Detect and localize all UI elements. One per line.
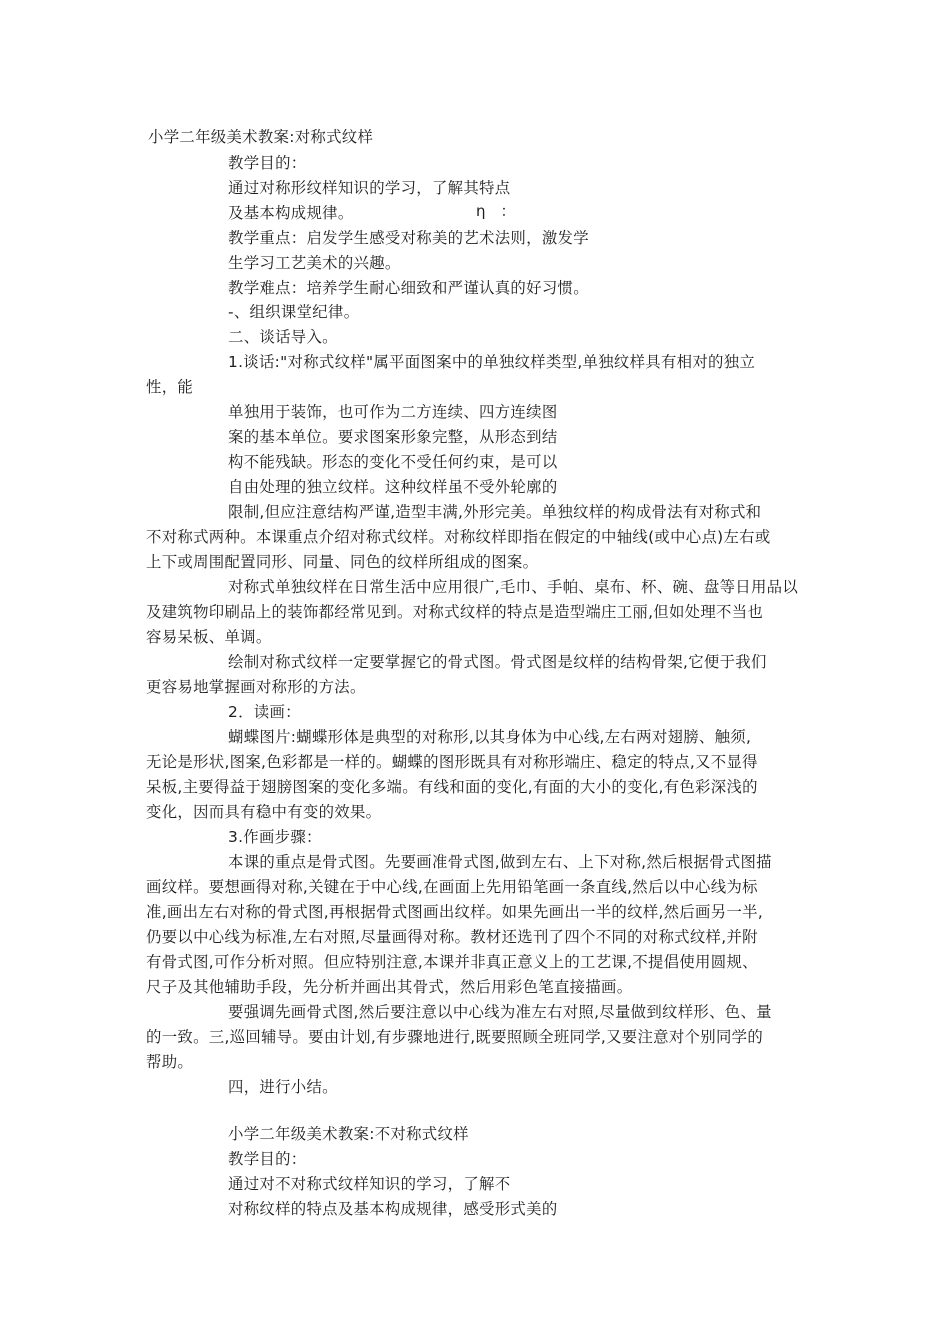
paragraph-line: 本课的重点是骨式图。先要画准骨式图,做到左右、上下对称,然后根据骨式图描 — [228, 853, 772, 871]
paragraph-line: 四，进行小结。 — [228, 1078, 338, 1096]
lesson-title-asymmetric: 小学二年级美术教案:不对称式纹样 — [228, 1125, 469, 1143]
paragraph-line: 要强调先画骨式图,然后要注意以中心线为准左右对照,尽量做到纹样形、色、量 — [228, 1003, 772, 1021]
paragraph-line: 教学重点：启发学生感受对称美的艺术法则，激发学 — [228, 229, 589, 247]
paragraph-line: 不对称式两种。本课重点介绍对称式纹样。对称纹样即指在假定的中轴线(或中心点)左右或 — [146, 528, 771, 546]
paragraph-line: 对称纹样的特点及基本构成规律，感受形式美的 — [228, 1200, 558, 1218]
paragraph-line: 构不能残缺。形态的变化不受任何约束，是可以 — [228, 453, 558, 471]
paragraph-line: 无论是形状,图案,色彩都是一样的。蝴蝶的图形既具有对称形端庄、稳定的特点,又不显得 — [146, 753, 758, 771]
paragraph-line: 绘制对称式纹样一定要掌握它的骨式图。骨式图是纹样的结构骨架,它便于我们 — [228, 653, 767, 671]
paragraph-line: 准,画出左右对称的骨式图,再根据骨式图画出纹样。如果先画出一半的纹样,然后画另一半, — [146, 903, 764, 921]
paragraph-line: 自由处理的独立纹样。这种纹样虽不受外轮廓的 — [228, 478, 558, 496]
paragraph-line: 更容易地掌握画对称形的方法。 — [146, 678, 366, 696]
paragraph-line: -、组织课堂纪律。 — [228, 303, 360, 321]
paragraph-line: 单独用于装饰，也可作为二方连续、四方连续图 — [228, 403, 558, 421]
paragraph-line: 教学难点：培养学生耐心细致和严谨认真的好习惯。 — [228, 279, 589, 297]
paragraph-line: 尺子及其他辅助手段，先分析并画出其骨式，然后用彩色笔直接描画。 — [146, 978, 633, 996]
paragraph-line: 教学目的： — [228, 154, 307, 172]
paragraph-line: 1.谈话:"对称式纹样"属平面图案中的单独纹样类型,单独纹样具有相对的独立 — [228, 353, 756, 371]
paragraph-line: 及建筑物印刷品上的装饰都经常见到。对称式纹样的特点是造型端庄工丽,但如处理不当也 — [146, 603, 764, 621]
paragraph-line: 二、谈话导入。 — [228, 328, 338, 346]
paragraph-line: 案的基本单位。要求图案形象完整，从形态到结 — [228, 428, 558, 446]
paragraph-line: 性，能 — [146, 378, 194, 396]
paragraph-line: 生学习工艺美术的兴趣。 — [228, 254, 401, 272]
paragraph-line: 通过对不对称式纹样知识的学习，了解不 — [228, 1175, 511, 1193]
paragraph-line: 画纹样。要想画得对称,关键在于中心线,在画面上先用铅笔画一条直线,然后以中心线为标 — [146, 878, 758, 896]
paragraph-line: 通过对称形纹样知识的学习，了解其特点 — [228, 179, 511, 197]
paragraph-line: 有骨式图,可作分析对照。但应特别注意,本课并非真正意义上的工艺课,不提倡使用圆规、 — [146, 953, 758, 971]
paragraph-line: 变化，因而具有稳中有变的效果。 — [146, 803, 382, 821]
paragraph-line: 2．读画： — [228, 703, 301, 721]
paragraph-line: 教学目的： — [228, 1150, 307, 1168]
stray-mark: η ： — [476, 202, 516, 220]
paragraph-line: 限制,但应注意结构严谨,造型丰满,外形完美。单独纹样的构成骨法有对称式和 — [228, 503, 762, 521]
paragraph-line: 帮助。 — [146, 1053, 194, 1071]
paragraph-line: 呆板,主要得益于翅膀图案的变化多端。有线和面的变化,有面的大小的变化,有色彩深浅的 — [146, 778, 758, 796]
lesson-title-symmetric: 小学二年级美术教案:对称式纹样 — [148, 128, 374, 146]
paragraph-line: 上下或周围配置同形、同量、同色的纹样所组成的图案。 — [146, 553, 539, 571]
paragraph-line: 的一致。三,巡回辅导。要由计划,有步骤地进行,既要照顾全班同学,又要注意对个别同学的 — [146, 1028, 764, 1046]
paragraph-line: 及基本构成规律。 — [228, 204, 354, 222]
paragraph-line: 仍要以中心线为标准,左右对照,尽量画得对称。教材还选刊了四个不同的对称式纹样,并附 — [146, 928, 758, 946]
paragraph-line: 对称式单独纹样在日常生活中应用很广,毛巾、手帕、桌布、杯、碗、盘等日用品以 — [228, 578, 799, 596]
paragraph-line: 蝴蝶图片:蝴蝶形体是典型的对称形,以其身体为中心线,左右两对翅膀、触须, — [228, 728, 752, 746]
paragraph-line: 容易呆板、单调。 — [146, 628, 272, 646]
paragraph-line: 3.作画步骤： — [228, 828, 322, 846]
